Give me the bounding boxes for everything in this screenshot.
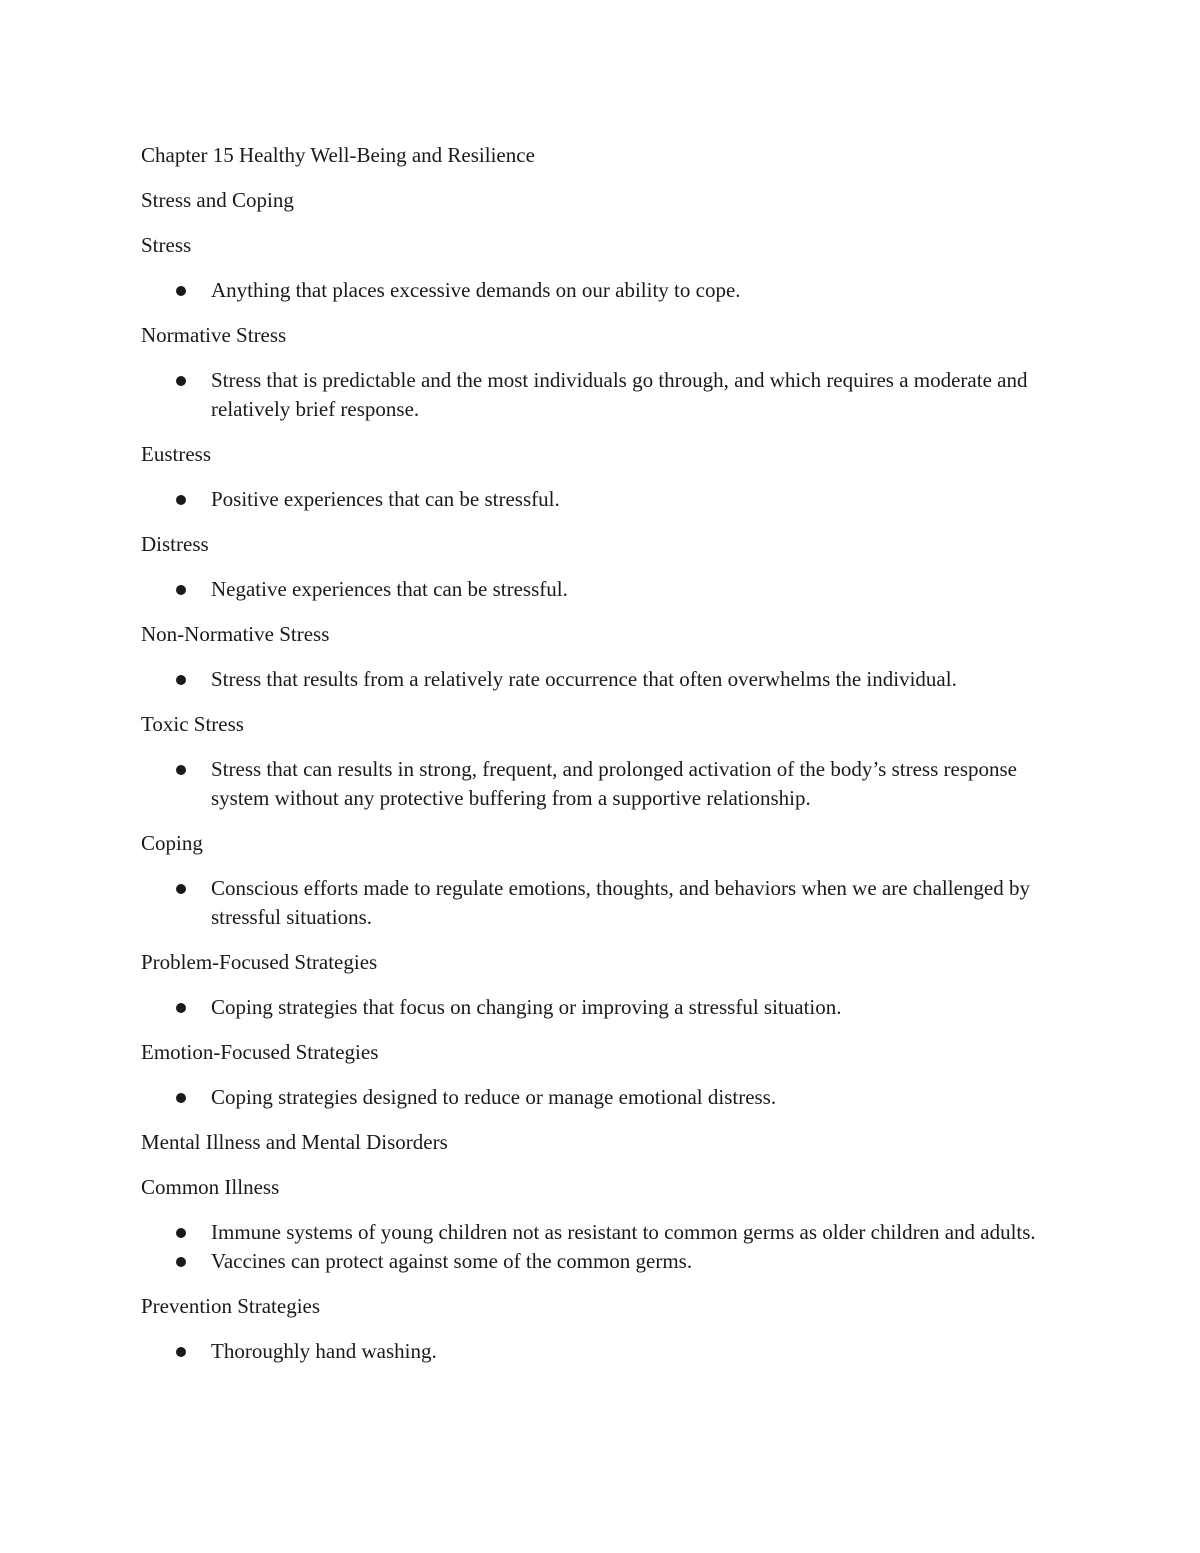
- bullet-list: [141, 366, 1071, 424]
- bullet-item: [141, 276, 1071, 305]
- bullet-item: [141, 665, 1071, 694]
- section-heading: Toxic Stress: [141, 712, 244, 736]
- bullet-icon: [176, 765, 186, 775]
- bullet-list: [141, 993, 1071, 1022]
- bullet-list: [141, 485, 1071, 514]
- bullet-icon: [176, 884, 186, 894]
- bullet-icon: [176, 585, 186, 595]
- bullet-item: [141, 755, 1071, 813]
- bullet-list: [141, 874, 1071, 932]
- bullet-text: Conscious efforts made to regulate emotions, thoughts, and behaviors when we are challenged by stressful situations.: [211, 876, 1030, 929]
- bullet-list: [141, 665, 1071, 694]
- bullet-list: [141, 1337, 1071, 1366]
- document-page: [141, 141, 1071, 1382]
- bullet-text: Negative experiences that can be stressful.: [211, 577, 568, 601]
- section-heading: Emotion-Focused Strategies: [141, 1040, 379, 1064]
- bullet-item: [141, 1247, 1071, 1276]
- section-heading: Stress and Coping: [141, 188, 294, 212]
- document-title: Chapter 15 Healthy Well-Being and Resilience: [141, 143, 535, 167]
- bullet-text: Anything that places excessive demands on our ability to cope.: [211, 278, 741, 302]
- section-heading: Distress: [141, 532, 209, 556]
- bullet-icon: [176, 675, 186, 685]
- bullet-text: Vaccines can protect against some of the common germs.: [211, 1249, 693, 1273]
- bullet-item: [141, 1337, 1071, 1366]
- section-heading: Coping: [141, 831, 203, 855]
- bullet-icon: [176, 286, 186, 296]
- bullet-item: [141, 1083, 1071, 1112]
- bullet-list: [141, 755, 1071, 813]
- bullet-icon: [176, 495, 186, 505]
- bullet-item: [141, 993, 1071, 1022]
- bullet-icon: [176, 1347, 186, 1357]
- section-heading: Non-Normative Stress: [141, 622, 330, 646]
- section-heading: Problem-Focused Strategies: [141, 950, 378, 974]
- bullet-text: Stress that results from a relatively rate occurrence that often overwhelms the individual.: [211, 667, 957, 691]
- section-heading: Stress: [141, 233, 192, 257]
- bullet-text: Positive experiences that can be stressful.: [211, 487, 560, 511]
- bullet-item: [141, 366, 1071, 424]
- bullet-icon: [176, 376, 186, 386]
- section-heading: Normative Stress: [141, 323, 287, 347]
- bullet-text: Coping strategies that focus on changing or improving a stressful situation.: [211, 995, 842, 1019]
- bullet-list: [141, 276, 1071, 305]
- section-heading: Eustress: [141, 442, 211, 466]
- bullet-icon: [176, 1228, 186, 1238]
- bullet-icon: [176, 1093, 186, 1103]
- bullet-item: [141, 485, 1071, 514]
- section-heading: Common Illness: [141, 1175, 280, 1199]
- bullet-item: [141, 1218, 1071, 1247]
- bullet-item: [141, 874, 1071, 932]
- bullet-text: Stress that is predictable and the most individuals go through, and which requires a moderate and relatively brief response.: [211, 368, 1028, 421]
- bullet-list: [141, 1218, 1071, 1276]
- bullet-icon: [176, 1257, 186, 1267]
- bullet-icon: [176, 1003, 186, 1013]
- bullet-item: [141, 575, 1071, 604]
- document-sections: [141, 186, 1071, 1366]
- bullet-text: Coping strategies designed to reduce or manage emotional distress.: [211, 1085, 777, 1109]
- bullet-text: Immune systems of young children not as resistant to common germs as older children and adults.: [211, 1220, 1036, 1244]
- bullet-list: [141, 1083, 1071, 1112]
- section-heading: Mental Illness and Mental Disorders: [141, 1130, 448, 1154]
- section-heading: Prevention Strategies: [141, 1294, 321, 1318]
- bullet-text: Thoroughly hand washing.: [211, 1339, 437, 1363]
- bullet-list: [141, 575, 1071, 604]
- bullet-text: Stress that can results in strong, frequent, and prolonged activation of the body’s stress response system without any protective buffering from a supportive relationship.: [211, 757, 1017, 810]
